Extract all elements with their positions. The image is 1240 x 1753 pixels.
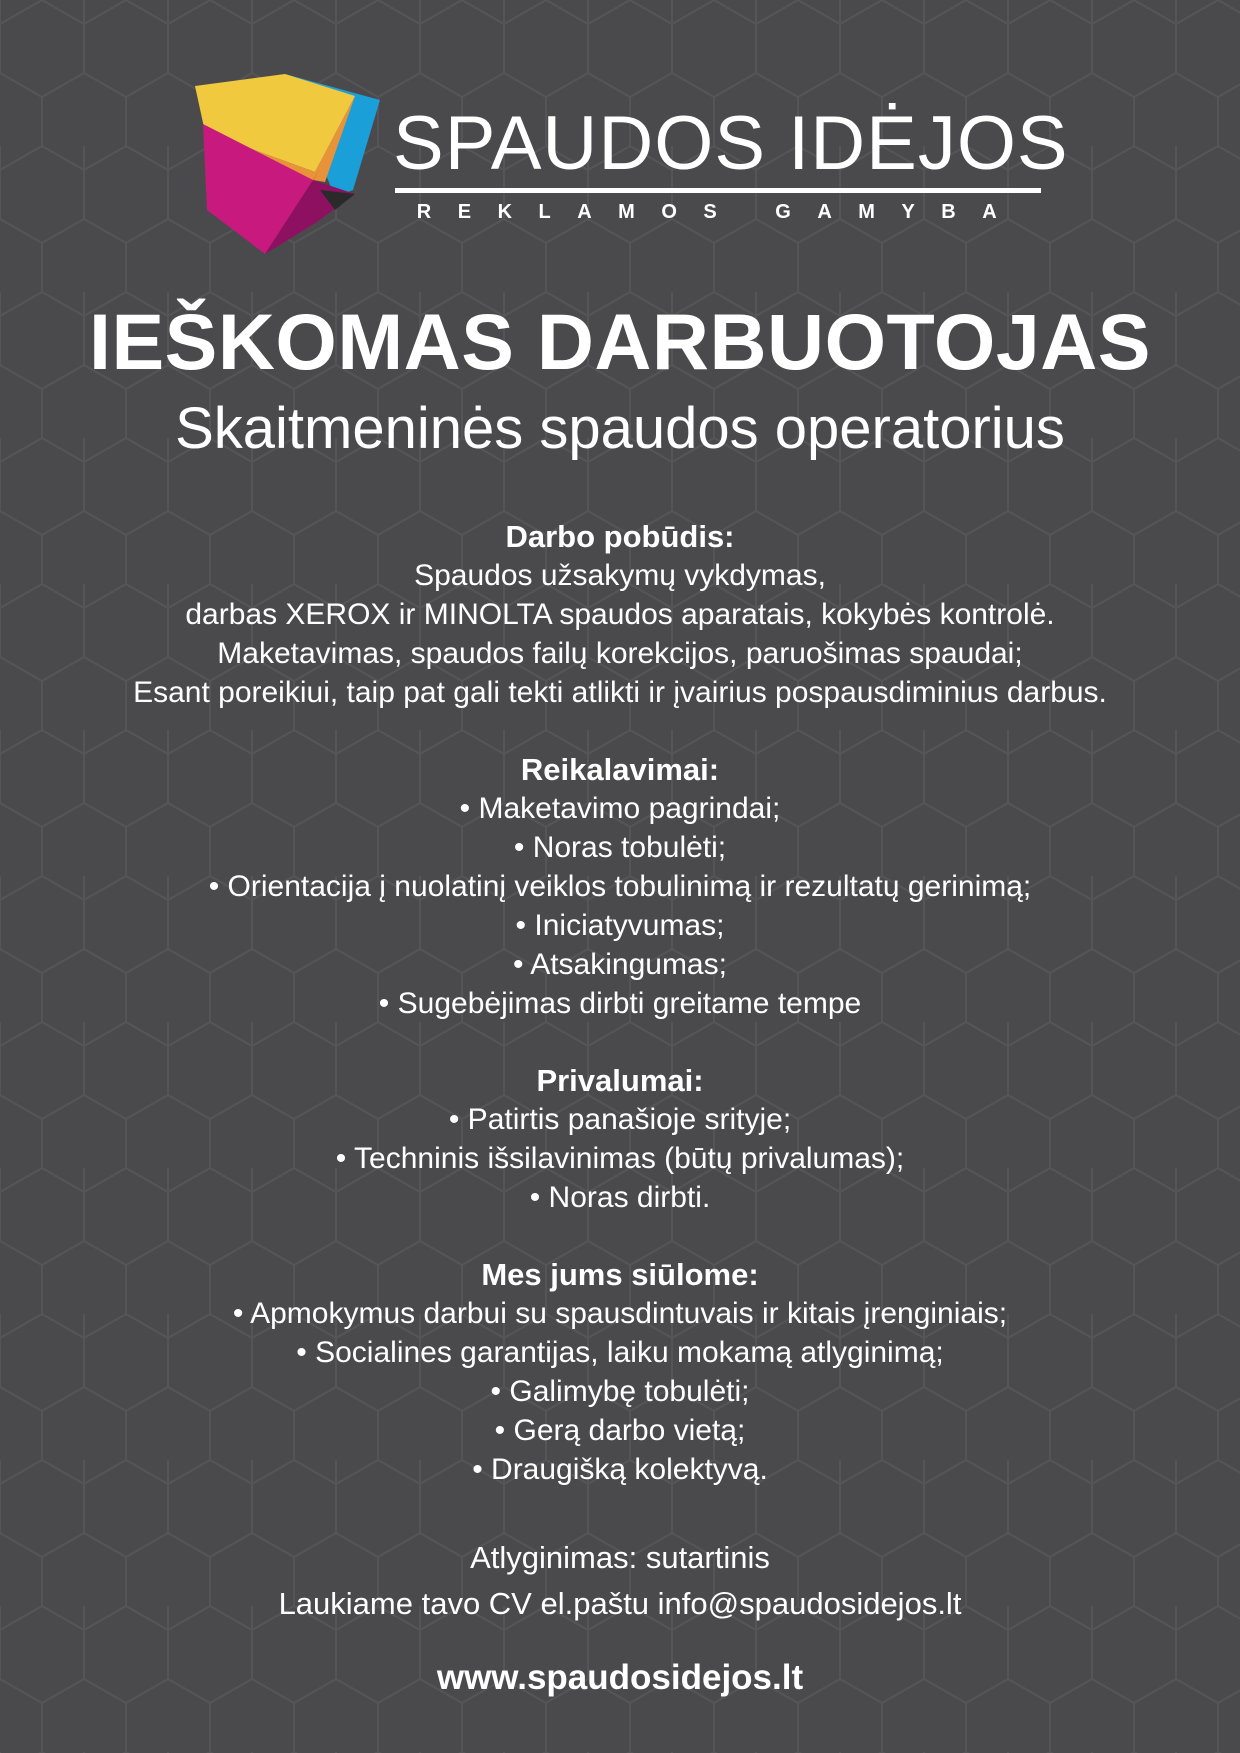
section-title: Darbo pobūdis: (505, 519, 735, 554)
requirement-item: • Orientacija į nuolatinį veiklos tobulinimą ir rezultatų gerinimą; (208, 870, 1032, 903)
job-description (0, 517, 1240, 1527)
requirement-item: • Sugebėjimas dirbti greitame tempe (378, 987, 862, 1020)
contact-text: Laukiame tavo CV el.paštu info@spaudosidejos.lt (278, 1586, 962, 1621)
offer-item: • Draugišką kolektyvą. (472, 1453, 768, 1486)
logo (195, 72, 1069, 262)
requirement-item: • Noras tobulėti; (513, 831, 727, 864)
cube-logo-icon (195, 72, 390, 257)
work-line: Spaudos užsakymų vykdymas, (414, 559, 826, 592)
section-title: Privalumai: (536, 1063, 704, 1098)
requirement-item: • Iniciatyvumas; (515, 909, 725, 942)
offer-item: • Socialines garantijas, laiku mokamą atlyginimą; (296, 1336, 944, 1369)
section-offer (0, 1255, 1240, 1489)
brand-underline (395, 188, 1041, 193)
offer-item: • Gerą darbo vietą; (494, 1414, 746, 1447)
website-url: www.spaudosidejos.lt (436, 1658, 804, 1697)
offer-item: • Apmokymus darbui su spausdintuvais ir kitais įrenginiais; (232, 1297, 1008, 1330)
requirement-item: • Atsakingumas; (513, 948, 727, 981)
offer-item: • Galimybę tobulėti; (490, 1375, 750, 1408)
section-title: Reikalavimai: (520, 752, 720, 787)
section-advantages (0, 1061, 1240, 1217)
work-line: darbas XEROX ir MINOLTA spaudos aparatais, kokybės kontrolė. (185, 598, 1055, 631)
requirement-item: • Maketavimo pagrindai; (459, 792, 781, 825)
advantage-item: • Noras dirbti. (529, 1181, 711, 1214)
salary-text: Atlyginimas: sutartinis (470, 1540, 770, 1575)
brand-name: SPAUDOS IDĖJOS (393, 101, 1069, 186)
advantage-item: • Patirtis panašioje srityje; (448, 1103, 792, 1136)
brand-tagline: REKLAMOS GAMYBA (416, 201, 1024, 223)
work-line: Maketavimas, spaudos failų korekcijos, paruošimas spaudai; (217, 637, 1023, 670)
section-work (0, 517, 1240, 712)
headline: IEŠKOMAS DARBUOTOJAS (89, 297, 1151, 386)
advantage-item: • Techninis išsilavinimas (būtų privalumas); (335, 1142, 905, 1175)
section-title: Mes jums siūlome: (481, 1257, 759, 1292)
work-line: Esant poreikiui, taip pat gali tekti atlikti ir įvairius pospausdiminius darbus. (133, 676, 1107, 709)
section-requirements (0, 750, 1240, 1023)
job-title: Skaitmeninės spaudos operatorius (175, 396, 1065, 461)
